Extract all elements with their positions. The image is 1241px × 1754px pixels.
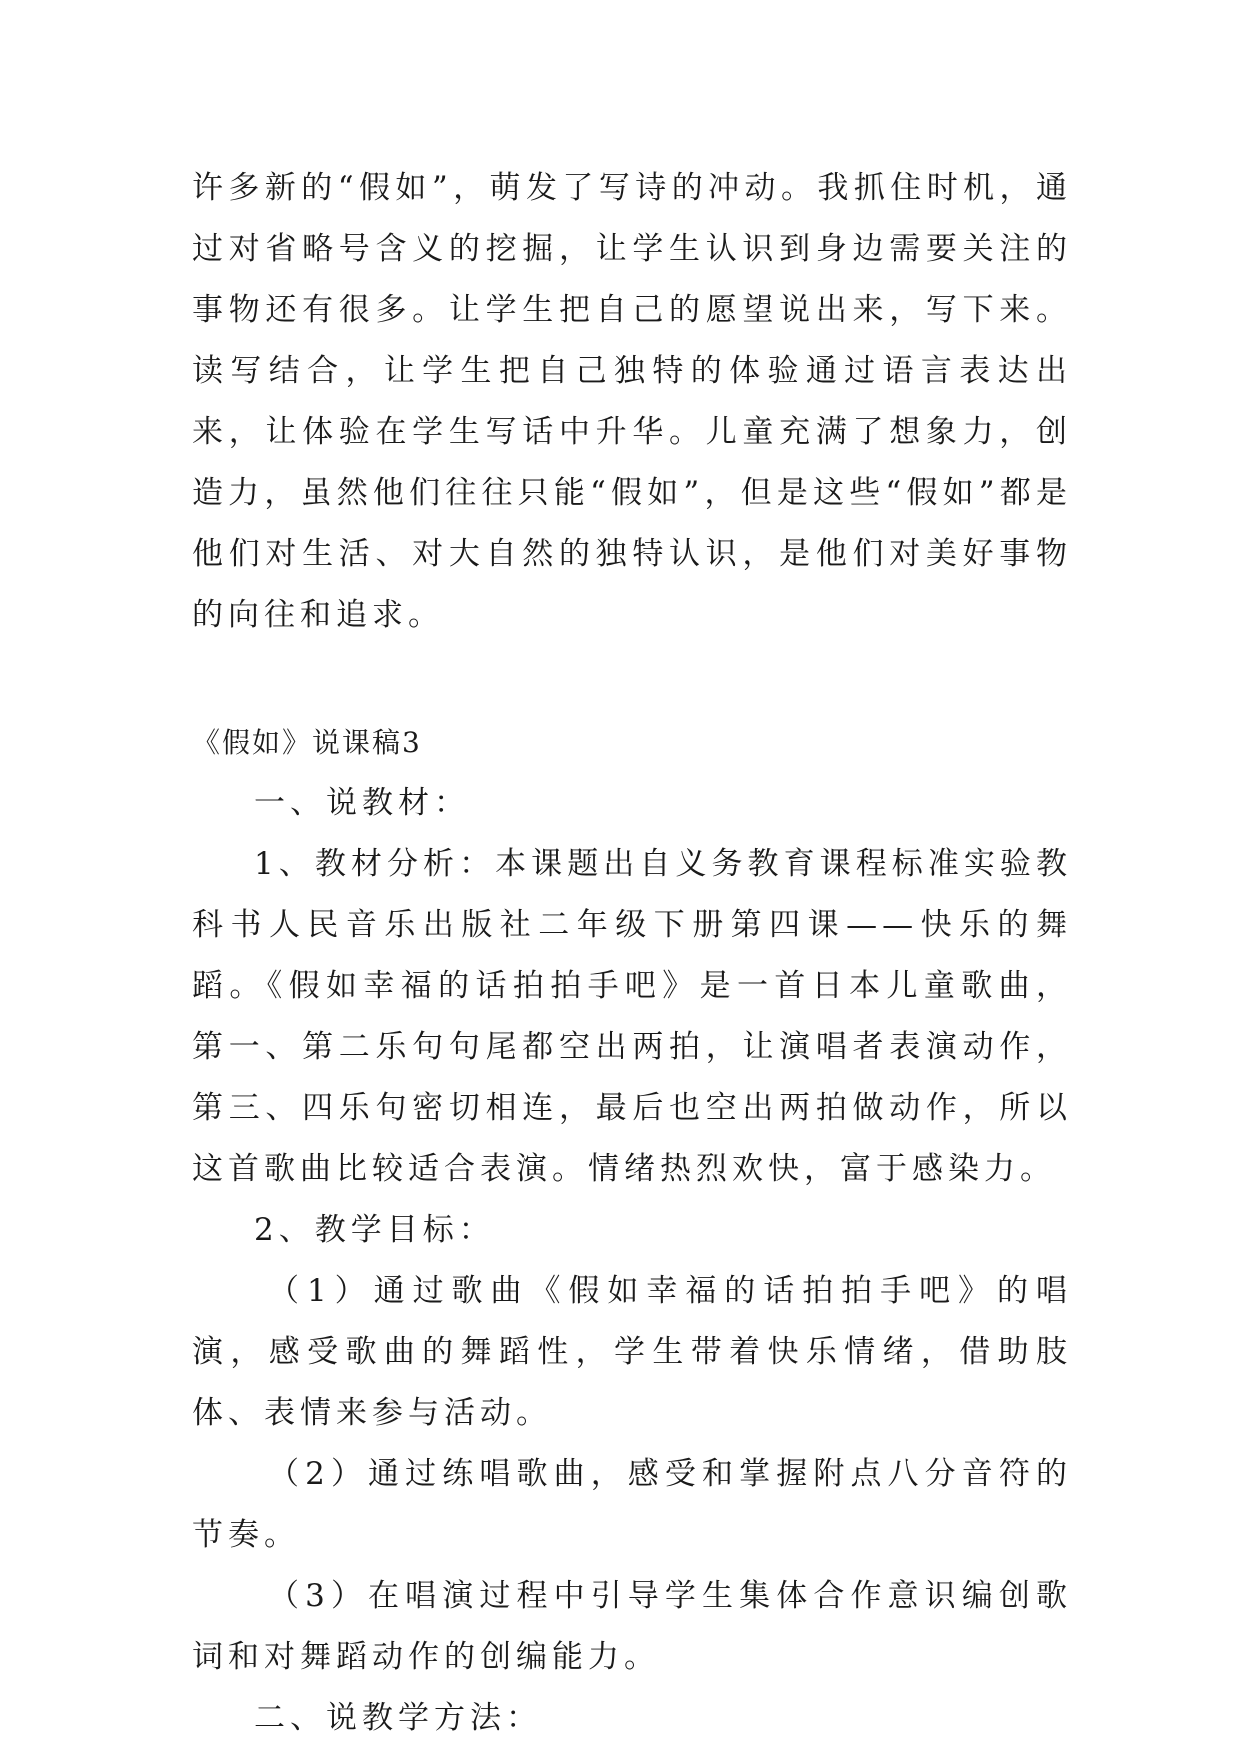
goal-item-1: （1）通过歌曲《假如幸福的话拍拍手吧》的唱演，感受歌曲的舞蹈性，学生带着快乐情绪，借助肢体、表情来参与活动。	[192, 1273, 1072, 1431]
section-title: 《假如》说课稿3	[192, 726, 422, 759]
heading-teaching-goals: 2、教学目标：	[254, 1212, 495, 1248]
paragraph-continuation: 许多新的“假如”，萌发了写诗的冲动。我抓住时机，通过对省略号含义的挖掘，让学生认识到身边需要关注的事物还有很多。让学生把自己的愿望说出来，写下来。读写结合，让学生把自己独特的体验通过语言表达出来，让体验在学生写话中升华。儿童充满了想象力，创造力，虽然他们往往只能“假如”，但是这些“假如”都是他们对生活、对大自然的独特认识，是他们对美好事物的向往和追求。	[192, 170, 1072, 633]
goal-item-2: （2）通过练唱歌曲，感受和掌握附点八分音符的节奏。	[192, 1456, 1072, 1553]
paragraph-material-analysis: 1、教材分析：本课题出自义务教育课程标准实验教科书人民音乐出版社二年级下册第四课——快乐的舞蹈。《假如幸福的话拍拍手吧》是一首日本儿童歌曲，第一、第二乐句句尾都空出两拍，让演唱者表演动作，第三、四乐句密切相连，最后也空出两拍做动作，所以这首歌曲比较适合表演。情绪热烈欢快，富于感染力。	[192, 846, 1072, 1187]
goal-item-3: （3）在唱演过程中引导学生集体合作意识编创歌词和对舞蹈动作的创编能力。	[192, 1578, 1072, 1675]
heading-teaching-methods: 二、说教学方法：	[254, 1700, 542, 1736]
document-body	[192, 158, 1072, 1749]
heading-teaching-material: 一、说教材：	[254, 785, 470, 821]
